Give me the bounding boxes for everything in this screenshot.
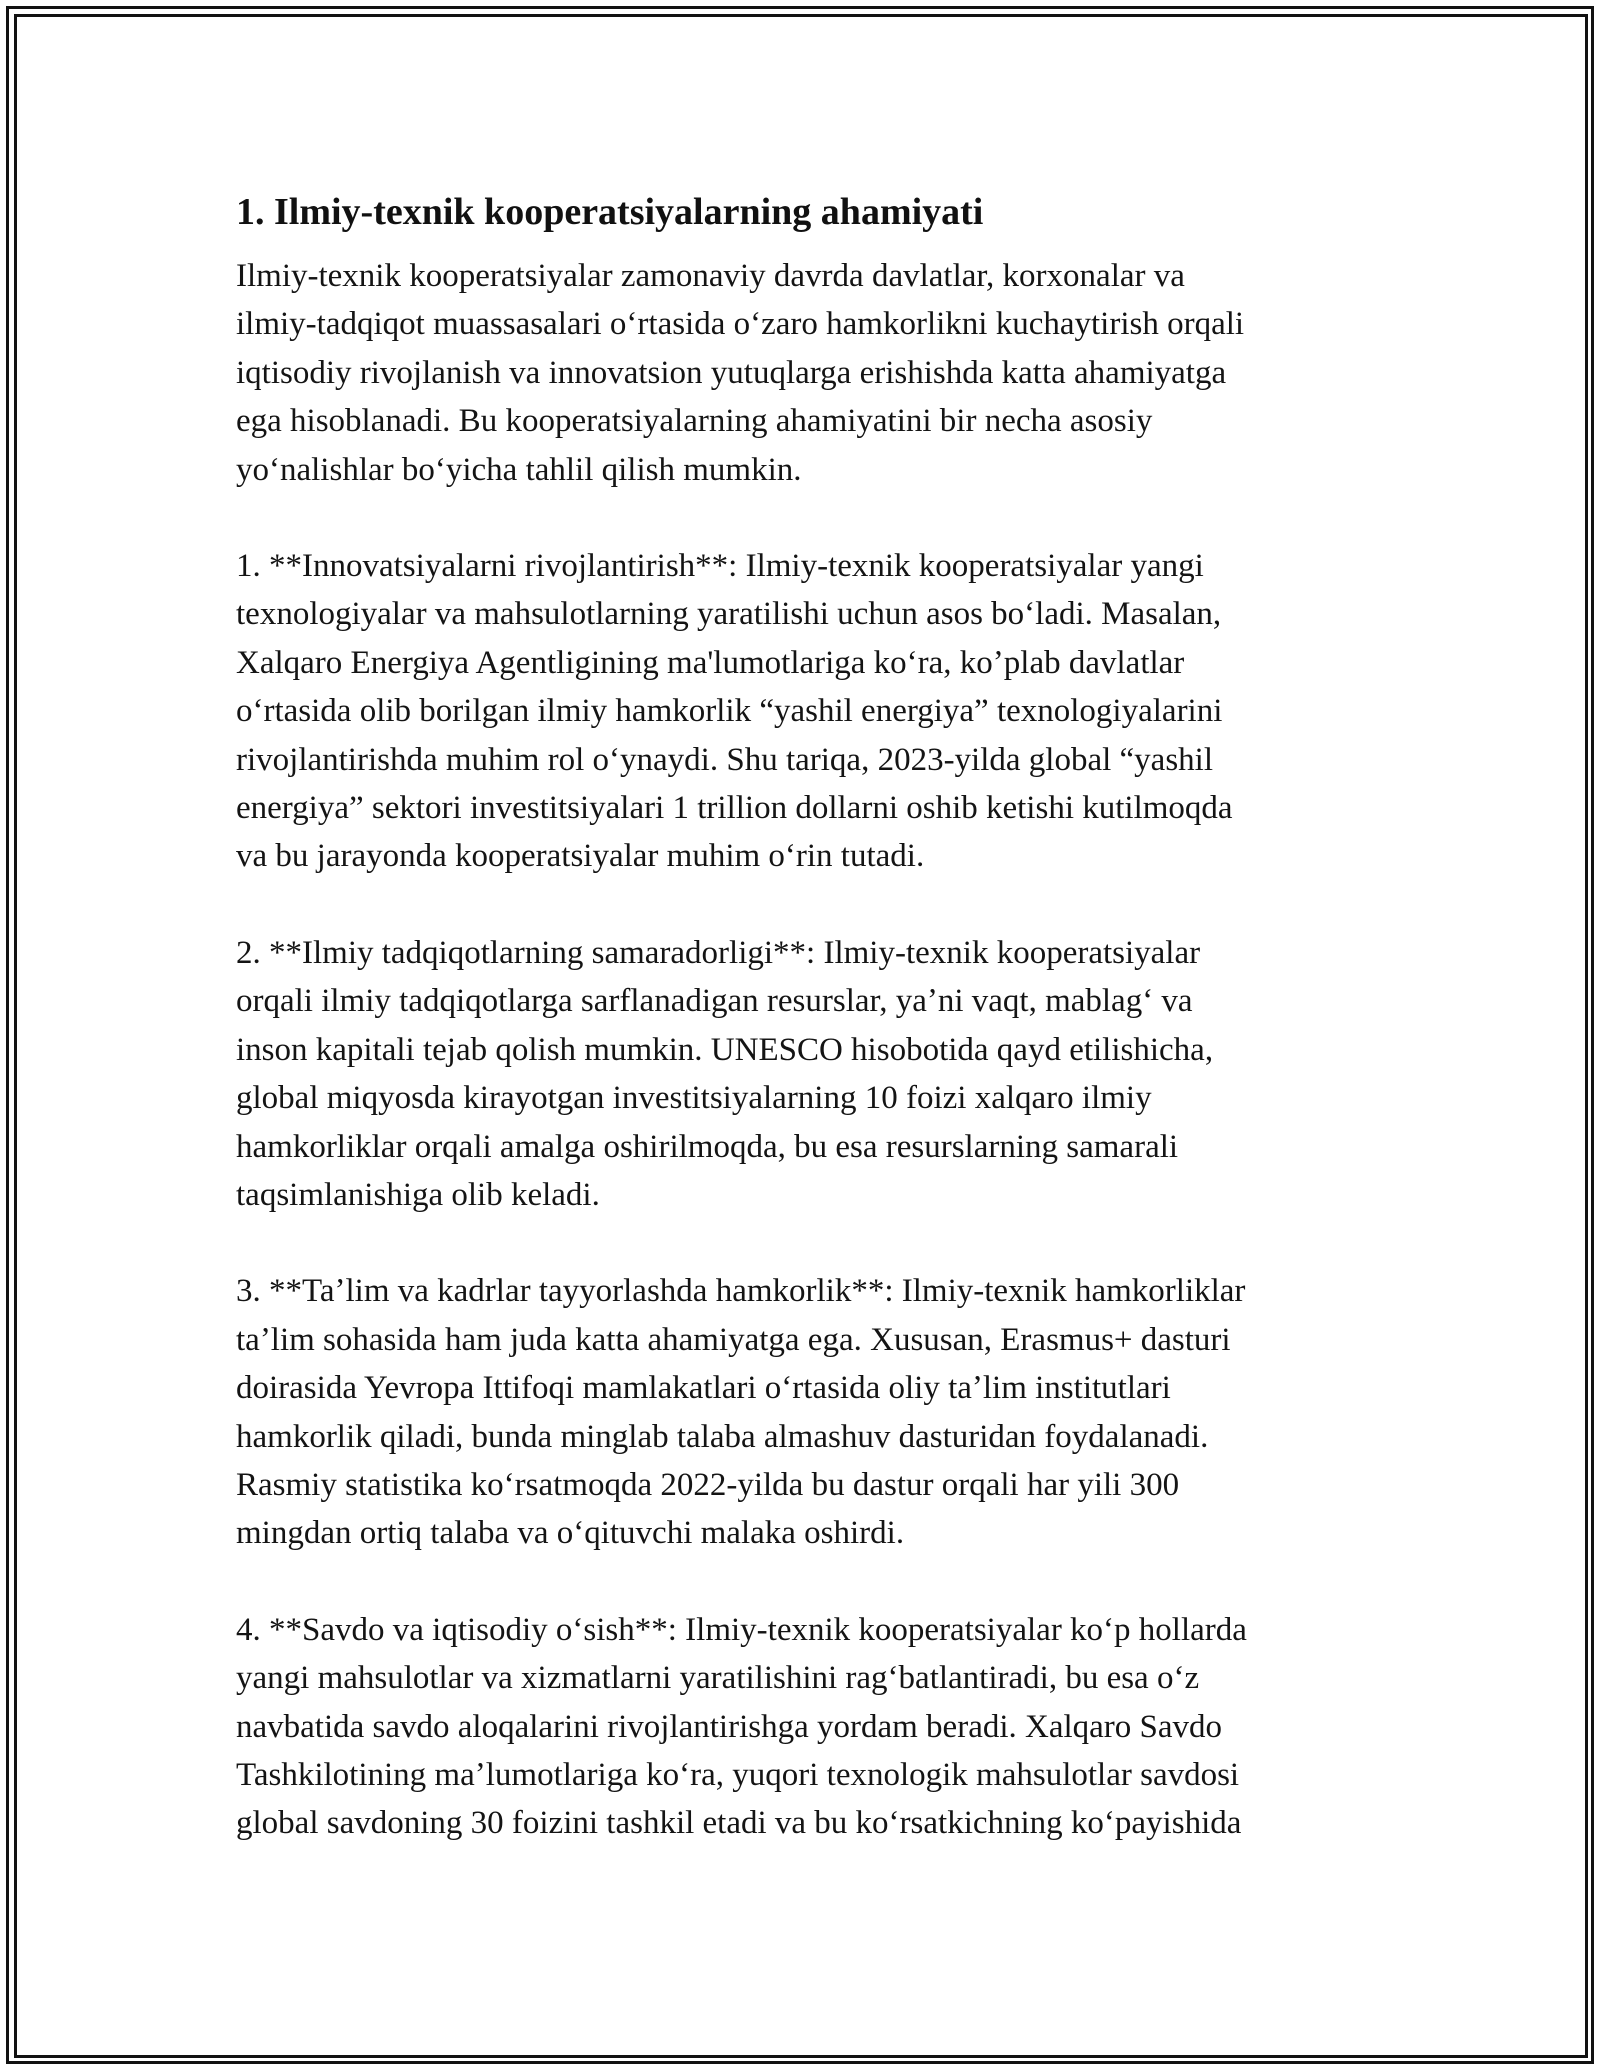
text-line: 4. **Savdo va iqtisodiy oʻsish**: Ilmiy-texnik kooperatsiyalar koʻp hollarda bbox=[236, 1611, 1247, 1648]
text-line: 1. **Innovatsiyalarni rivojlantirish**: Ilmiy-texnik kooperatsiyalar yangi bbox=[236, 548, 1204, 585]
text-line: Ilmiy-texnik kooperatsiyalar zamonaviy davrda davlatlar, korxonalar va bbox=[236, 258, 1185, 294]
text-line: global savdoning 30 foizini tashkil etadi va bu koʻrsatkichning koʻpayishida bbox=[236, 1805, 1242, 1842]
intro-paragraph bbox=[236, 252, 1406, 494]
text-line: va bu jarayonda kooperatsiyalar muhim oʻrin tutadi. bbox=[236, 838, 925, 875]
list-item-innovation bbox=[236, 542, 1406, 881]
text-line: iqtisodiy rivojlanish va innovatsion yutuqlarga erishishda katta ahamiyatga bbox=[236, 354, 1227, 391]
text-line: rivojlantirishda muhim rol oʻynaydi. Shu tariqa, 2023-yilda global “yashil bbox=[236, 741, 1213, 778]
text-line: global miqyosda kirayotgan investitsiyalarning 10 foizi xalqaro ilmiy bbox=[236, 1080, 1152, 1117]
text-line: taʼlim sohasida ham juda katta ahamiyatga ega. Xususan, Erasmus+ dasturi bbox=[236, 1321, 1231, 1358]
text-line: yoʻnalishlar boʻyicha tahlil qilish mumkin. bbox=[236, 451, 802, 488]
text-line: Xalqaro Energiya Agentligining ma'lumotlariga koʻra, koʼplab davlatlar bbox=[236, 644, 1185, 681]
text-line: energiya” sektori investitsiyalari 1 trillion dollarni oshib ketishi kutilmoqda bbox=[236, 790, 1233, 827]
text-line: texnologiyalar va mahsulotlarning yaratilishi uchun asos boʻladi. Masalan, bbox=[236, 596, 1222, 633]
text-line: 3. **Taʼlim va kadrlar tayyorlashda hamkorlik**: Ilmiy-texnik hamkorliklar bbox=[236, 1273, 1246, 1310]
text-line: hamkorlik qiladi, bunda minglab talaba almashuv dasturidan foydalanadi. bbox=[236, 1418, 1209, 1455]
list-item-education bbox=[236, 1267, 1406, 1557]
text-line: taqsimlanishiga olib keladi. bbox=[236, 1176, 600, 1213]
document-page bbox=[236, 188, 1406, 1896]
text-line: Tashkilotining maʼlumotlariga koʻra, yuqori texnologik mahsulotlar savdosi bbox=[236, 1756, 1240, 1793]
text-line: yangi mahsulotlar va xizmatlarni yaratilishini ragʻbatlantiradi, bu esa oʻz bbox=[236, 1660, 1200, 1697]
section-heading: 1. Ilmiy-texnik kooperatsiyalarning ahamiyati bbox=[236, 191, 984, 233]
text-line: ilmiy-tadqiqot muassasalari oʻrtasida oʻzaro hamkorlikni kuchaytirish orqali bbox=[236, 306, 1245, 343]
text-line: doirasida Yevropa Ittifoqi mamlakatlari oʻrtasida oliy taʼlim institutlari bbox=[236, 1370, 1171, 1407]
text-line: mingdan ortiq talaba va oʻqituvchi malaka oshirdi. bbox=[236, 1515, 905, 1552]
text-line: 2. **Ilmiy tadqiqotlarning samaradorligi**: Ilmiy-texnik kooperatsiyalar bbox=[236, 934, 1201, 971]
list-item-research-efficiency bbox=[236, 929, 1406, 1219]
text-line: navbatida savdo aloqalarini rivojlantirishga yordam beradi. Xalqaro Savdo bbox=[236, 1708, 1223, 1745]
text-line: hamkorliklar orqali amalga oshirilmoqda, bu esa resurslarning samarali bbox=[236, 1128, 1179, 1165]
text-line: orqali ilmiy tadqiqotlarga sarflanadigan resurslar, yaʼni vaqt, mablagʻ va bbox=[236, 983, 1193, 1020]
text-line: Rasmiy statistika koʻrsatmoqda 2022-yilda bu dastur orqali har yili 300 bbox=[236, 1466, 1180, 1503]
text-line: oʻrtasida olib borilgan ilmiy hamkorlik “yashil energiya” texnologiyalarini bbox=[236, 693, 1223, 730]
text-line: ega hisoblanadi. Bu kooperatsiyalarning ahamiyatini bir necha asosiy bbox=[236, 403, 1153, 440]
text-line: inson kapitali tejab qolish mumkin. UNESCO hisobotida qayd etilishicha, bbox=[236, 1031, 1214, 1068]
list-item-trade-growth bbox=[236, 1606, 1406, 1848]
